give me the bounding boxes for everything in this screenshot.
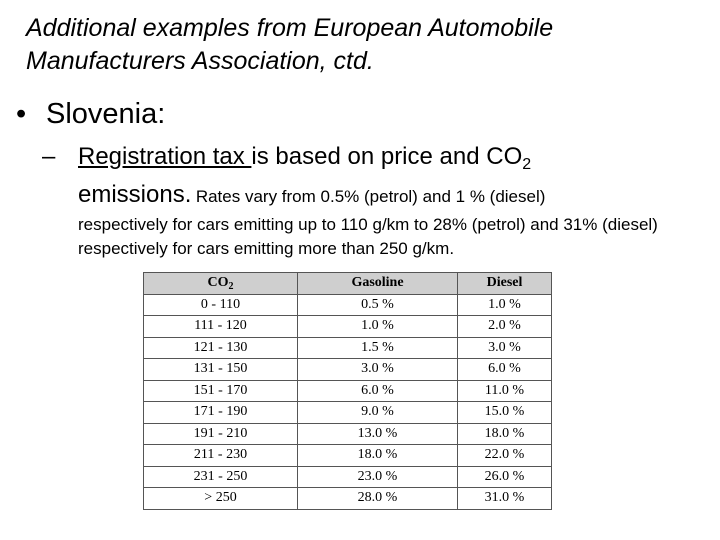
tax-rate-table	[143, 272, 552, 510]
cell-diesel-rate: 31.0 %	[458, 488, 552, 510]
cell-diesel-rate: 11.0 %	[458, 380, 552, 402]
table-header-row	[144, 273, 552, 295]
header-gasoline: Gasoline	[298, 273, 458, 295]
cell-gasoline-rate: 1.5 %	[298, 337, 458, 359]
cell-gasoline-rate: 23.0 %	[298, 466, 458, 488]
cell-gasoline-rate: 18.0 %	[298, 445, 458, 467]
cell-diesel-rate: 2.0 %	[458, 316, 552, 338]
cell-diesel-rate: 3.0 %	[458, 337, 552, 359]
header-co2-subscript: 2	[228, 280, 234, 292]
rates-text: Rates vary from 0.5% (petrol) and 1 % (diesel)	[195, 187, 546, 206]
cell-co2-range: 121 - 130	[144, 337, 298, 359]
cell-gasoline-rate: 1.0 %	[298, 316, 458, 338]
table-row	[144, 466, 552, 488]
cell-diesel-rate: 22.0 %	[458, 445, 552, 467]
table-row	[144, 445, 552, 467]
cell-gasoline-rate: 13.0 %	[298, 423, 458, 445]
table-row	[144, 359, 552, 381]
table-row	[144, 380, 552, 402]
cell-diesel-rate: 26.0 %	[458, 466, 552, 488]
co2-subscript: 2	[522, 156, 532, 173]
sub-bullet-line1	[42, 142, 702, 180]
bullet-dot: •	[16, 98, 27, 130]
bullet-label: Slovenia:	[46, 98, 166, 130]
emissions-word: emissions.	[78, 181, 192, 208]
cell-gasoline-rate: 9.0 %	[298, 402, 458, 424]
cell-co2-range: 231 - 250	[144, 466, 298, 488]
bullet-slovenia	[16, 96, 165, 132]
slide-title: Additional examples from European Automobile Manufacturers Association, ctd.	[26, 14, 554, 75]
cell-co2-range: > 250	[144, 488, 298, 510]
table-row	[144, 423, 552, 445]
cell-co2-range: 211 - 230	[144, 445, 298, 467]
cell-co2-range: 111 - 120	[144, 316, 298, 338]
header-diesel: Diesel	[458, 273, 552, 295]
cell-co2-range: 131 - 150	[144, 359, 298, 381]
cell-co2-range: 151 - 170	[144, 380, 298, 402]
table-row	[144, 294, 552, 316]
sub-bullet-line2	[42, 180, 702, 213]
sub-bullet-dash: –	[42, 143, 56, 170]
cell-diesel-rate: 1.0 %	[458, 294, 552, 316]
sub-bullet	[42, 142, 702, 261]
cell-diesel-rate: 6.0 %	[458, 359, 552, 381]
cell-gasoline-rate: 0.5 %	[298, 294, 458, 316]
sub-text1: is based on price and CO	[251, 143, 523, 170]
cell-co2-range: 0 - 110	[144, 294, 298, 316]
cell-co2-range: 191 - 210	[144, 423, 298, 445]
table-row	[144, 316, 552, 338]
cell-diesel-rate: 18.0 %	[458, 423, 552, 445]
registration-tax-link[interactable]: Registration tax	[78, 143, 252, 170]
table-row	[144, 488, 552, 510]
cell-gasoline-rate: 3.0 %	[298, 359, 458, 381]
table-row	[144, 402, 552, 424]
rates-continued: respectively for cars emitting up to 110 g/km to 28% (petrol) and 31% (diesel) respectively for cars emitting more than 250 g/km.	[78, 215, 658, 258]
cell-gasoline-rate: 6.0 %	[298, 380, 458, 402]
header-co2	[144, 273, 298, 295]
header-co2-text: CO	[207, 274, 229, 290]
cell-diesel-rate: 15.0 %	[458, 402, 552, 424]
cell-gasoline-rate: 28.0 %	[298, 488, 458, 510]
tax-rate-table-wrapper	[143, 272, 552, 510]
cell-co2-range: 171 - 190	[144, 402, 298, 424]
table-row	[144, 337, 552, 359]
